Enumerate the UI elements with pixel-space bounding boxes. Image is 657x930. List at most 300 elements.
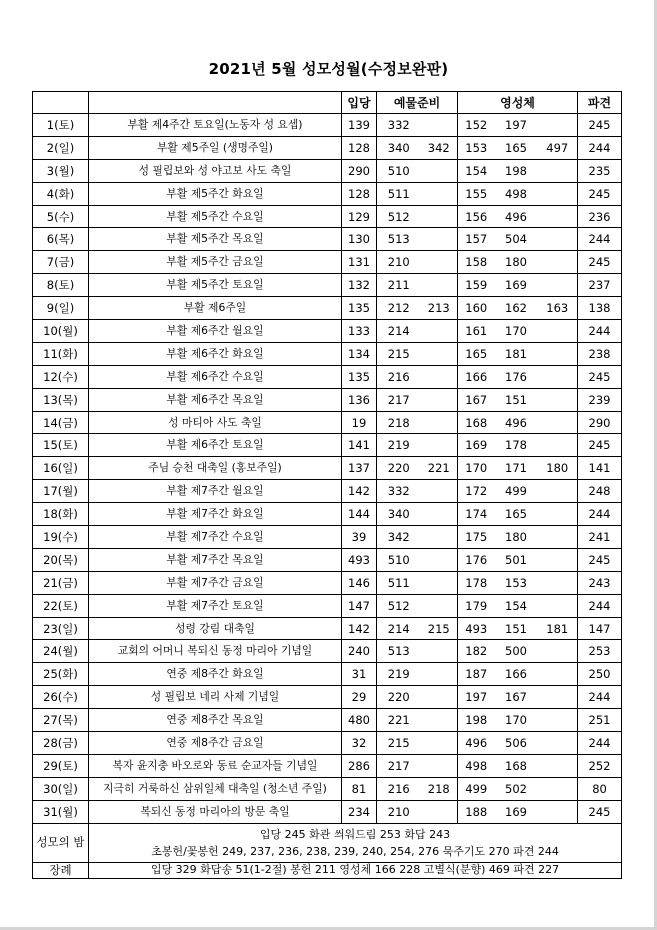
day-cell: 16(일)	[33, 457, 89, 480]
offertory-cell-2	[421, 114, 458, 137]
dismissal-cell: 244	[578, 686, 622, 709]
header-entrance: 입당	[342, 92, 377, 114]
entrance-cell: 135	[342, 297, 377, 320]
offertory-cell-2	[421, 571, 458, 594]
table-row	[33, 732, 622, 755]
feast-cell: 연중 제8주간 금요일	[89, 732, 342, 755]
communion-cell-2: 165	[495, 136, 538, 159]
communion-cell-1: 172	[458, 480, 495, 503]
table-row	[33, 182, 622, 205]
communion-cell-2: 499	[495, 480, 538, 503]
communion-cell-3	[538, 274, 578, 297]
table-row	[33, 571, 622, 594]
communion-cell-1: 174	[458, 503, 495, 526]
feast-cell: 주님 승천 대축일 (홍보주일)	[89, 457, 342, 480]
dismissal-cell: 80	[578, 777, 622, 800]
table-row	[33, 114, 622, 137]
offertory-cell-1: 217	[377, 754, 421, 777]
feast-cell: 부활 제5주간 수요일	[89, 205, 342, 228]
day-cell: 1(토)	[33, 114, 89, 137]
entrance-cell: 81	[342, 777, 377, 800]
offertory-cell-2: 218	[421, 777, 458, 800]
table-row	[33, 754, 622, 777]
entrance-cell: 128	[342, 182, 377, 205]
offertory-cell-1: 513	[377, 640, 421, 663]
entrance-cell: 29	[342, 686, 377, 709]
day-cell: 2(일)	[33, 136, 89, 159]
feast-cell: 성 마티아 사도 축일	[89, 411, 342, 434]
entrance-cell: 234	[342, 800, 377, 823]
dismissal-cell: 244	[578, 594, 622, 617]
offertory-cell-1: 510	[377, 159, 421, 182]
communion-cell-1: 152	[458, 114, 495, 137]
dismissal-cell: 251	[578, 709, 622, 732]
offertory-cell-2	[421, 709, 458, 732]
communion-cell-2: 198	[495, 159, 538, 182]
communion-cell-2: 153	[495, 571, 538, 594]
communion-cell-1: 178	[458, 571, 495, 594]
communion-cell-3	[538, 411, 578, 434]
feast-cell: 부활 제6주간 월요일	[89, 320, 342, 343]
communion-cell-2: 502	[495, 777, 538, 800]
communion-cell-3	[538, 732, 578, 755]
dismissal-cell: 241	[578, 526, 622, 549]
table-row	[33, 251, 622, 274]
entrance-cell: 142	[342, 617, 377, 640]
feast-cell: 연중 제8주간 목요일	[89, 709, 342, 732]
communion-cell-1: 169	[458, 434, 495, 457]
communion-cell-3	[538, 503, 578, 526]
dismissal-cell: 245	[578, 548, 622, 571]
entrance-cell: 135	[342, 365, 377, 388]
offertory-cell-1: 512	[377, 594, 421, 617]
offertory-cell-2	[421, 342, 458, 365]
day-cell: 20(목)	[33, 548, 89, 571]
communion-cell-1: 156	[458, 205, 495, 228]
day-cell: 3(월)	[33, 159, 89, 182]
table-row	[33, 526, 622, 549]
offertory-cell-1: 342	[377, 526, 421, 549]
communion-cell-3: 497	[538, 136, 578, 159]
table-row	[33, 503, 622, 526]
offertory-cell-2: 342	[421, 136, 458, 159]
feast-cell: 부활 제6주간 화요일	[89, 342, 342, 365]
dismissal-cell: 245	[578, 182, 622, 205]
day-cell: 29(토)	[33, 754, 89, 777]
offertory-cell-2	[421, 365, 458, 388]
feast-cell: 부활 제7주간 월요일	[89, 480, 342, 503]
entrance-cell: 19	[342, 411, 377, 434]
communion-cell-1: 159	[458, 274, 495, 297]
table-row	[33, 136, 622, 159]
dismissal-cell: 245	[578, 251, 622, 274]
communion-cell-2: 162	[495, 297, 538, 320]
table-row	[33, 457, 622, 480]
communion-cell-2: 506	[495, 732, 538, 755]
communion-cell-2: 169	[495, 274, 538, 297]
offertory-cell-2	[421, 503, 458, 526]
feast-cell: 부활 제5주일 (생명주일)	[89, 136, 342, 159]
communion-cell-1: 496	[458, 732, 495, 755]
day-cell: 12(수)	[33, 365, 89, 388]
header-communion: 영성체	[458, 92, 578, 114]
offertory-cell-2: 215	[421, 617, 458, 640]
dismissal-cell: 236	[578, 205, 622, 228]
communion-cell-3	[538, 480, 578, 503]
communion-cell-1: 197	[458, 686, 495, 709]
day-cell: 4(화)	[33, 182, 89, 205]
communion-cell-3	[538, 526, 578, 549]
feast-cell: 성 필립보 네리 사제 기념일	[89, 686, 342, 709]
offertory-cell-2	[421, 320, 458, 343]
table-row	[33, 709, 622, 732]
offertory-cell-2	[421, 594, 458, 617]
dismissal-cell: 290	[578, 411, 622, 434]
offertory-cell-1: 214	[377, 617, 421, 640]
communion-cell-3: 180	[538, 457, 578, 480]
entrance-cell: 139	[342, 114, 377, 137]
communion-cell-2: 151	[495, 617, 538, 640]
table-row	[33, 640, 622, 663]
communion-cell-1: 182	[458, 640, 495, 663]
offertory-cell-2	[421, 526, 458, 549]
offertory-cell-2	[421, 182, 458, 205]
communion-cell-3: 181	[538, 617, 578, 640]
offertory-cell-1: 340	[377, 503, 421, 526]
day-cell: 14(금)	[33, 411, 89, 434]
communion-cell-3	[538, 159, 578, 182]
dismissal-cell: 245	[578, 114, 622, 137]
communion-cell-3	[538, 548, 578, 571]
offertory-cell-2	[421, 800, 458, 823]
offertory-cell-1: 215	[377, 732, 421, 755]
communion-cell-3	[538, 182, 578, 205]
header-feast	[89, 92, 342, 114]
entrance-cell: 142	[342, 480, 377, 503]
feast-cell: 부활 제6주간 수요일	[89, 365, 342, 388]
table-row	[33, 388, 622, 411]
communion-cell-2: 501	[495, 548, 538, 571]
table-header-row	[33, 92, 622, 114]
offertory-cell-2	[421, 274, 458, 297]
dismissal-cell: 252	[578, 754, 622, 777]
entrance-cell: 240	[342, 640, 377, 663]
table-row	[33, 434, 622, 457]
offertory-cell-1: 211	[377, 274, 421, 297]
offertory-cell-2	[421, 388, 458, 411]
feast-cell: 부활 제5주간 화요일	[89, 182, 342, 205]
communion-cell-1: 166	[458, 365, 495, 388]
offertory-cell-1: 212	[377, 297, 421, 320]
communion-cell-3	[538, 777, 578, 800]
entrance-cell: 132	[342, 274, 377, 297]
day-cell: 26(수)	[33, 686, 89, 709]
offertory-cell-2	[421, 686, 458, 709]
table-row	[33, 548, 622, 571]
table-row	[33, 663, 622, 686]
offertory-cell-1: 215	[377, 342, 421, 365]
communion-cell-2: 180	[495, 526, 538, 549]
communion-cell-2: 168	[495, 754, 538, 777]
communion-cell-3	[538, 114, 578, 137]
day-cell: 28(금)	[33, 732, 89, 755]
entrance-cell: 480	[342, 709, 377, 732]
offertory-cell-1: 219	[377, 434, 421, 457]
day-cell: 13(목)	[33, 388, 89, 411]
day-cell: 21(금)	[33, 571, 89, 594]
dismissal-cell: 250	[578, 663, 622, 686]
offertory-cell-1: 219	[377, 663, 421, 686]
communion-cell-1: 161	[458, 320, 495, 343]
table-row	[33, 365, 622, 388]
feast-cell: 성령 강림 대축일	[89, 617, 342, 640]
communion-cell-2: 170	[495, 709, 538, 732]
day-cell: 5(수)	[33, 205, 89, 228]
communion-cell-1: 499	[458, 777, 495, 800]
communion-cell-1: 160	[458, 297, 495, 320]
mary-night-line-2: 초봉헌/꽃봉헌 249, 237, 236, 238, 239, 240, 254, 276 묵주기도 270 파견 244	[151, 844, 559, 858]
entrance-cell: 128	[342, 136, 377, 159]
document-title: 2021년 5월 성모성월(수정보완판)	[208, 60, 449, 78]
communion-cell-3	[538, 640, 578, 663]
dismissal-cell: 239	[578, 388, 622, 411]
communion-cell-3	[538, 365, 578, 388]
offertory-cell-1: 210	[377, 251, 421, 274]
feast-cell: 부활 제7주간 금요일	[89, 571, 342, 594]
offertory-cell-1: 220	[377, 457, 421, 480]
offertory-cell-2	[421, 411, 458, 434]
communion-cell-2: 496	[495, 205, 538, 228]
dismissal-cell: 244	[578, 136, 622, 159]
day-cell: 9(일)	[33, 297, 89, 320]
offertory-cell-2	[421, 640, 458, 663]
feast-cell: 부활 제6주간 목요일	[89, 388, 342, 411]
communion-cell-1: 498	[458, 754, 495, 777]
communion-cell-2: 165	[495, 503, 538, 526]
entrance-cell: 147	[342, 594, 377, 617]
day-cell: 10(월)	[33, 320, 89, 343]
funeral-row	[33, 862, 622, 878]
communion-cell-1: 493	[458, 617, 495, 640]
offertory-cell-2	[421, 434, 458, 457]
entrance-cell: 290	[342, 159, 377, 182]
feast-cell: 부활 제7주간 목요일	[89, 548, 342, 571]
communion-cell-3	[538, 434, 578, 457]
offertory-cell-1: 332	[377, 114, 421, 137]
dismissal-cell: 245	[578, 434, 622, 457]
header-day	[33, 92, 89, 114]
feast-cell: 복되신 동정 마리아의 방문 축일	[89, 800, 342, 823]
offertory-cell-1: 220	[377, 686, 421, 709]
mary-night-hymns	[89, 823, 622, 862]
feast-cell: 부활 제6주간 토요일	[89, 434, 342, 457]
feast-cell: 복자 윤지충 바오로와 동료 순교자들 기념일	[89, 754, 342, 777]
feast-cell: 성 필립보와 성 야고보 사도 축일	[89, 159, 342, 182]
entrance-cell: 131	[342, 251, 377, 274]
feast-cell: 부활 제7주간 화요일	[89, 503, 342, 526]
communion-cell-3	[538, 686, 578, 709]
communion-cell-1: 179	[458, 594, 495, 617]
day-cell: 17(월)	[33, 480, 89, 503]
header-offertory: 예물준비	[377, 92, 458, 114]
communion-cell-3	[538, 388, 578, 411]
communion-cell-1: 168	[458, 411, 495, 434]
offertory-cell-1: 510	[377, 548, 421, 571]
communion-cell-1: 157	[458, 228, 495, 251]
day-cell: 23(일)	[33, 617, 89, 640]
offertory-cell-2: 221	[421, 457, 458, 480]
day-cell: 27(목)	[33, 709, 89, 732]
offertory-cell-1: 512	[377, 205, 421, 228]
feast-cell: 교회의 어머니 복되신 동정 마리아 기념일	[89, 640, 342, 663]
entrance-cell: 493	[342, 548, 377, 571]
communion-cell-3: 163	[538, 297, 578, 320]
entrance-cell: 130	[342, 228, 377, 251]
table-row	[33, 800, 622, 823]
feast-cell: 부활 제5주간 금요일	[89, 251, 342, 274]
communion-cell-2: 169	[495, 800, 538, 823]
table-row	[33, 320, 622, 343]
communion-cell-2: 154	[495, 594, 538, 617]
day-cell: 31(월)	[33, 800, 89, 823]
communion-cell-3	[538, 594, 578, 617]
hymn-schedule-table	[32, 91, 622, 879]
entrance-cell: 146	[342, 571, 377, 594]
mary-night-label: 성모의 밤	[33, 823, 89, 862]
feast-cell: 부활 제5주간 토요일	[89, 274, 342, 297]
entrance-cell: 39	[342, 526, 377, 549]
offertory-cell-1: 214	[377, 320, 421, 343]
entrance-cell: 134	[342, 342, 377, 365]
day-cell: 15(토)	[33, 434, 89, 457]
feast-cell: 부활 제4주간 토요일(노동자 성 요셉)	[89, 114, 342, 137]
offertory-cell-2	[421, 205, 458, 228]
dismissal-cell: 248	[578, 480, 622, 503]
dismissal-cell: 245	[578, 365, 622, 388]
offertory-cell-2	[421, 480, 458, 503]
dismissal-cell: 141	[578, 457, 622, 480]
feast-cell: 부활 제7주간 토요일	[89, 594, 342, 617]
communion-cell-3	[538, 228, 578, 251]
funeral-hymns: 입당 329 화답송 51(1-2절) 봉헌 211 영성체 166 228 고별식(분향) 469 파견 227	[89, 862, 622, 878]
feast-cell: 부활 제7주간 수요일	[89, 526, 342, 549]
table-row	[33, 205, 622, 228]
offertory-cell-2	[421, 663, 458, 686]
table-row	[33, 777, 622, 800]
entrance-cell: 286	[342, 754, 377, 777]
offertory-cell-2	[421, 754, 458, 777]
communion-cell-1: 153	[458, 136, 495, 159]
dismissal-cell: 244	[578, 228, 622, 251]
day-cell: 24(월)	[33, 640, 89, 663]
feast-cell: 연중 제8주간 화요일	[89, 663, 342, 686]
communion-cell-2: 171	[495, 457, 538, 480]
entrance-cell: 133	[342, 320, 377, 343]
table-row	[33, 594, 622, 617]
communion-cell-3	[538, 342, 578, 365]
offertory-cell-1: 511	[377, 182, 421, 205]
feast-cell: 부활 제5주간 목요일	[89, 228, 342, 251]
offertory-cell-2	[421, 548, 458, 571]
table-row	[33, 342, 622, 365]
table-row	[33, 617, 622, 640]
entrance-cell: 144	[342, 503, 377, 526]
feast-cell: 지극히 거룩하신 삼위일체 대축일 (청소년 주일)	[89, 777, 342, 800]
offertory-cell-2	[421, 228, 458, 251]
header-dismissal: 파견	[578, 92, 622, 114]
dismissal-cell: 235	[578, 159, 622, 182]
communion-cell-1: 155	[458, 182, 495, 205]
communion-cell-3	[538, 663, 578, 686]
day-cell: 30(일)	[33, 777, 89, 800]
day-cell: 19(수)	[33, 526, 89, 549]
table-row	[33, 411, 622, 434]
communion-cell-2: 170	[495, 320, 538, 343]
offertory-cell-2	[421, 159, 458, 182]
day-cell: 6(목)	[33, 228, 89, 251]
offertory-cell-1: 216	[377, 365, 421, 388]
offertory-cell-1: 332	[377, 480, 421, 503]
communion-cell-2: 176	[495, 365, 538, 388]
communion-cell-2: 178	[495, 434, 538, 457]
communion-cell-2: 197	[495, 114, 538, 137]
dismissal-cell: 244	[578, 320, 622, 343]
communion-cell-3	[538, 709, 578, 732]
offertory-cell-1: 216	[377, 777, 421, 800]
entrance-cell: 32	[342, 732, 377, 755]
communion-cell-2: 166	[495, 663, 538, 686]
offertory-cell-2: 213	[421, 297, 458, 320]
communion-cell-2: 504	[495, 228, 538, 251]
table-row	[33, 297, 622, 320]
communion-cell-2: 496	[495, 411, 538, 434]
offertory-cell-1: 340	[377, 136, 421, 159]
dismissal-cell: 138	[578, 297, 622, 320]
day-cell: 25(화)	[33, 663, 89, 686]
feast-cell: 부활 제6주일	[89, 297, 342, 320]
dismissal-cell: 245	[578, 800, 622, 823]
communion-cell-3	[538, 754, 578, 777]
table-row	[33, 274, 622, 297]
communion-cell-2: 500	[495, 640, 538, 663]
communion-cell-3	[538, 251, 578, 274]
communion-cell-1: 167	[458, 388, 495, 411]
dismissal-cell: 253	[578, 640, 622, 663]
communion-cell-3	[538, 800, 578, 823]
communion-cell-1: 158	[458, 251, 495, 274]
table-row	[33, 480, 622, 503]
offertory-cell-2	[421, 732, 458, 755]
table-row	[33, 159, 622, 182]
communion-cell-2: 181	[495, 342, 538, 365]
offertory-cell-1: 513	[377, 228, 421, 251]
communion-cell-1: 175	[458, 526, 495, 549]
communion-cell-1: 187	[458, 663, 495, 686]
communion-cell-1: 165	[458, 342, 495, 365]
table-row	[33, 228, 622, 251]
mary-night-row	[33, 823, 622, 862]
offertory-cell-1: 217	[377, 388, 421, 411]
dismissal-cell: 237	[578, 274, 622, 297]
offertory-cell-1: 210	[377, 800, 421, 823]
dismissal-cell: 238	[578, 342, 622, 365]
communion-cell-2: 180	[495, 251, 538, 274]
communion-cell-2: 151	[495, 388, 538, 411]
communion-cell-2: 167	[495, 686, 538, 709]
communion-cell-2: 498	[495, 182, 538, 205]
communion-cell-1: 154	[458, 159, 495, 182]
day-cell: 7(금)	[33, 251, 89, 274]
